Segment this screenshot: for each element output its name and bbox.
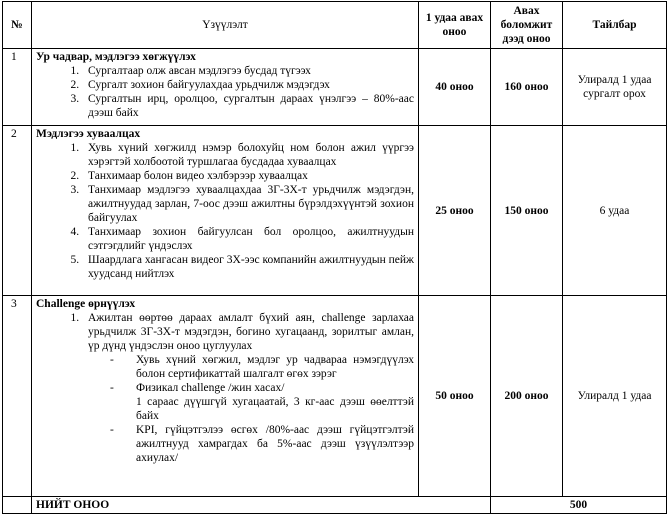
list-item: 3. Танхимаар мэдлэгээ хуваалцахдаа 3Г-3Х-т урьдчилж мэдэгдэн, ажилтнуудад зарлан, 7-оос дээш ажилтны бүрэлдэхүүнтэй зохион байгуулах bbox=[82, 183, 414, 225]
list-item-text: Ажилтан өөртөө дараах амлалт бүхий аян, challenge зарлахаа урьдчилж 3Г-3Х-т мэдэгдэн, богино хугацаанд, зорилтыг амлан, үр дүнд үндэслэн оноо цуглуулах bbox=[88, 312, 414, 352]
list-item: 5. Шаардлага хангасан видеог 3Х-ээс компанийн ажилтнуудын пейж хуудсанд нийтлэх bbox=[82, 253, 414, 281]
list-item: 2. Танхимаар болон видео хэлбэрээр хуваалцах bbox=[82, 169, 414, 183]
row-note: Улиралд 1 удаа сургалт орох bbox=[563, 49, 667, 126]
row-note: Улиралд 1 удаа bbox=[563, 296, 667, 497]
row-title: Мэдлэгээ хуваалцах bbox=[36, 128, 141, 140]
table-row bbox=[3, 296, 667, 497]
sub-list-item: - KPI, гүйцэтгэлээ өсгөх /80%-аас дээш гүйцэтгэлтэй ажилтнууд хамрагдах ба 5%-аас дээш үзүүлэлтээр ахиулах/ bbox=[110, 423, 414, 465]
header-task: Үзүүлэлт bbox=[32, 2, 419, 49]
row-max: 160 оноо bbox=[491, 49, 563, 126]
points-table bbox=[2, 1, 667, 514]
header-note: Тайлбар bbox=[563, 2, 667, 49]
row-title: Ур чадвар, мэдлэгээ хөгжүүлэх bbox=[36, 51, 196, 63]
row-num: 3 bbox=[3, 296, 32, 497]
sub-list-item-text: - Физикал challenge /жин хасах/ bbox=[136, 382, 285, 394]
list-item: 4. Танхимаар зохион байгуулсан бол оролцоо, ажилтнуудын сэтгэгдлийг үндэслэх bbox=[82, 225, 414, 253]
header-one-time: 1 удаа авах оноо bbox=[419, 2, 491, 49]
list-item: 1. Хувь хүний хөгжилд нэмэр болохуйц ном болон ажил үүргээ хэрэгтэй холбоотой туршлагаа бусдадаа хуваалцах bbox=[82, 141, 414, 169]
sub-list bbox=[88, 353, 414, 465]
row-title: Challenge өрнүүлэх bbox=[36, 298, 136, 310]
header-num: № bbox=[3, 2, 32, 49]
header-row bbox=[3, 2, 667, 49]
row-task bbox=[32, 296, 419, 497]
row-one-time: 50 оноо bbox=[419, 296, 491, 497]
list-item: 2. Сургалт зохион байгуулахдаа урьдчилж мэдэгдэх bbox=[82, 78, 414, 92]
row-one-time: 25 оноо bbox=[419, 126, 491, 296]
row-task bbox=[32, 126, 419, 296]
header-max-points: Авах боломжит дээд оноо bbox=[491, 2, 563, 49]
sub-list-item: - Хувь хүний хөгжил, мэдлэг ур чадвараа нэмэгдүүлэх болон сертификаттай шалгалт өгөх зэрэг bbox=[110, 353, 414, 381]
task-list bbox=[36, 141, 414, 281]
row-one-time: 40 оноо bbox=[419, 49, 491, 126]
list-item bbox=[82, 311, 414, 465]
task-list bbox=[36, 311, 414, 465]
row-num: 1 bbox=[3, 49, 32, 126]
sub-list-note: 1 сараас дүүшгүй хугацаатай, 3 кг-аас дээш өөелттэй байх bbox=[136, 396, 414, 422]
table-row bbox=[3, 49, 667, 126]
list-item: 1. Сургалтаар олж авсан мэдлэгээ бусдад түгээх bbox=[82, 64, 414, 78]
row-task bbox=[32, 49, 419, 126]
task-list bbox=[36, 64, 414, 120]
total-value: 500 bbox=[491, 497, 667, 514]
total-row bbox=[3, 497, 667, 514]
row-max: 200 оноо bbox=[491, 296, 563, 497]
total-num bbox=[3, 497, 32, 514]
row-note: 6 удаа bbox=[563, 126, 667, 296]
total-label: НИЙТ ОНОО bbox=[32, 497, 491, 514]
row-max: 150 оноо bbox=[491, 126, 563, 296]
list-item: 3. Сургалтын ирц, оролцоо, сургалтын дараах үнэлгээ – 80%-аас дээш байх bbox=[82, 92, 414, 120]
row-num: 2 bbox=[3, 126, 32, 296]
table-row bbox=[3, 126, 667, 296]
sub-list-item bbox=[110, 381, 414, 423]
